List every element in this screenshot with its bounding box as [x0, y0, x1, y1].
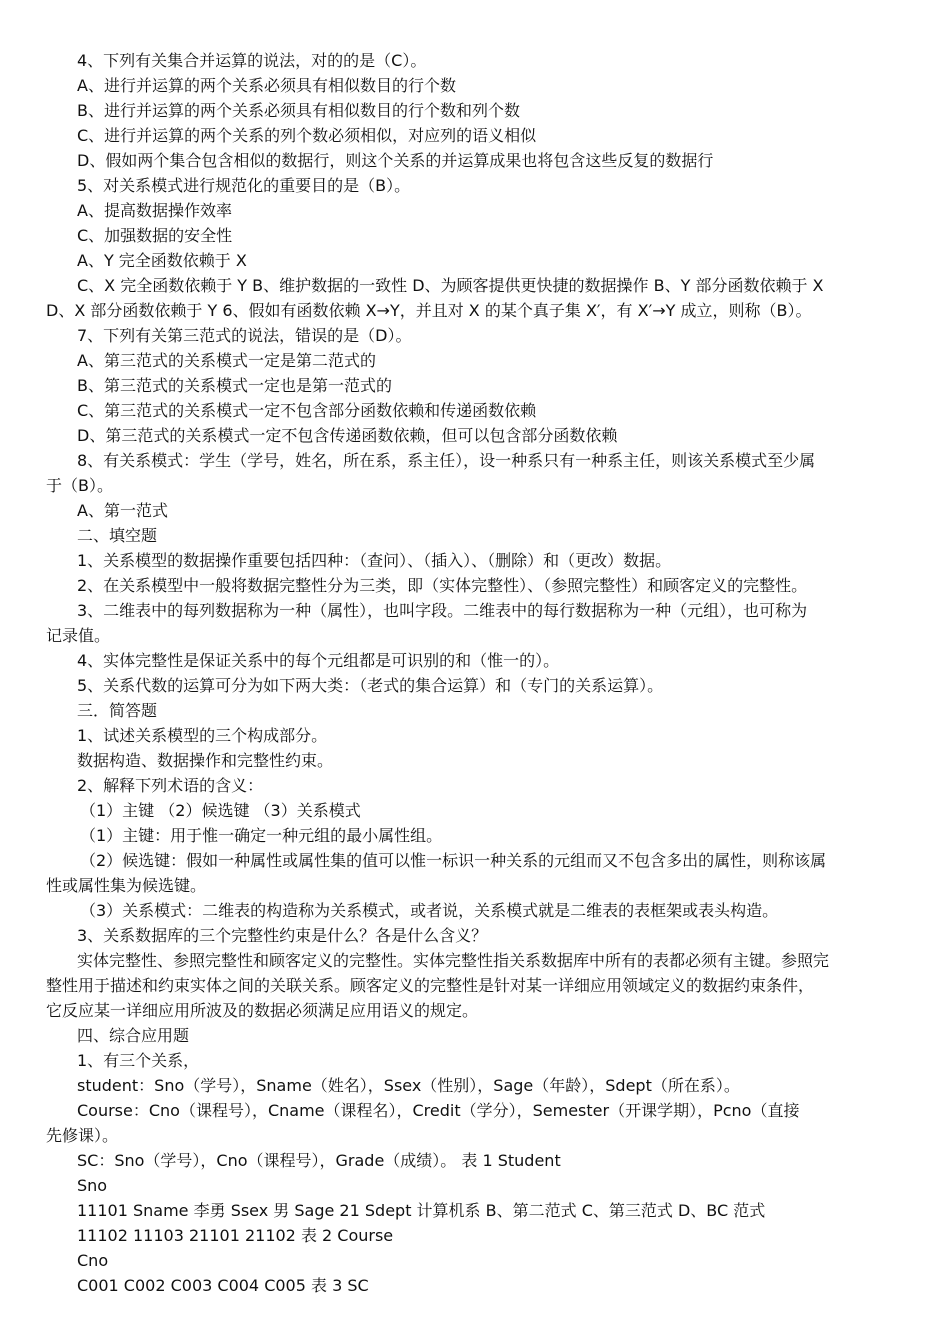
table-text: Sno — [77, 1176, 108, 1195]
answer-text: 实体完整性、参照完整性和顾客定义的完整性。实体完整性指关系数据库中所有的表都必须有主键。参照完 — [77, 951, 830, 970]
option-a: A、Y 完全函数依赖于 X — [77, 251, 247, 270]
table-text: 11102 11103 21101 21102 表 2 Course — [77, 1226, 394, 1245]
fill-2: 2、在关系模型中一般将数据完整性分为三类，即（实体完整性）、（参照完整性）和顾客定义的完整性。 — [77, 576, 808, 595]
short-answer-1: 1、试述关系模型的三个构成部分。 — [77, 726, 328, 745]
short-answer-2: 2、解释下列术语的含义： — [77, 776, 264, 795]
question-5: 5、对关系模式进行规范化的重要目的是（B）。 — [77, 176, 411, 195]
answer-text-cont: 它反应某一详细应用所波及的数据必须满足应用语义的规定。 — [46, 1001, 479, 1020]
section-heading: 二、填空题 — [77, 526, 158, 545]
option-c: C、进行并运算的两个关系的列个数必须相似，对应列的语义相似 — [77, 126, 537, 145]
answer-text: （2）候选键：假如一种属性或属性集的值可以惟一标识一种关系的元组而又不包含多出的属性，则称该属 — [80, 851, 827, 870]
option-a: A、提高数据操作效率 — [77, 201, 232, 220]
fill-4: 4、实体完整性是保证关系中的每个元组都是可识别的和（惟一的）。 — [77, 651, 560, 670]
section-heading: 三．简答题 — [77, 701, 158, 720]
options-line: C、X 完全函数依赖于 Y B、维护数据的一致性 D、为顾客提供更快捷的数据操作 B、Y 部分函数依赖于 X — [77, 276, 824, 295]
table-text: 11101 Sname 李勇 Ssex 男 Sage 21 Sdept 计算机系 B、第二范式 C、第三范式 D、BC 范式 — [77, 1201, 766, 1220]
option-c: C、第三范式的关系模式一定不包含部分函数依赖和传递函数依赖 — [77, 401, 537, 420]
fill-1: 1、关系模型的数据操作重要包括四种：（查问）、（插入）、（删除）和（更改）数据。 — [77, 551, 672, 570]
relation-course: Course：Cno（课程号），Cname（课程名），Credit（学分），Semester（开课学期），Pcno（直接 — [77, 1101, 800, 1120]
relation-sc: SC：Sno（学号），Cno（课程号），Grade（成绩）。 表 1 Student — [77, 1151, 561, 1170]
question-6: D、X 部分函数依赖于 Y 6、假如有函数依赖 X→Y，并且对 X 的某个真子集 X′，有 X′→Y 成立，则称（B）。 — [46, 301, 812, 320]
table-text: C001 C002 C003 C004 C005 表 3 SC — [77, 1276, 369, 1295]
option-b: B、第三范式的关系模式一定也是第一范式的 — [77, 376, 392, 395]
question-7: 7、下列有关第三范式的说法，错误的是（D）。 — [77, 326, 412, 345]
answer-text: （3）关系模式：二维表的构造称为关系模式，或者说，关系模式就是二维表的表框架或表头构造。 — [80, 901, 779, 920]
fill-5: 5、关系代数的运算可分为如下两大类：（老式的集合运算）和（专门的关系运算）。 — [77, 676, 664, 695]
option-c: C、加强数据的安全性 — [77, 226, 233, 245]
answer-text: （1）主键：用于惟一确定一种元组的最小属性组。 — [80, 826, 443, 845]
fill-3-cont: 记录值。 — [46, 626, 111, 645]
question-8: 8、有关系模式：学生（学号，姓名，所在系，系主任），设一种系只有一种系主任，则该关系模式至少属 — [77, 451, 816, 470]
question-text: 1、有三个关系， — [77, 1051, 200, 1070]
option-a: A、第一范式 — [77, 501, 168, 520]
question-4: 4、下列有关集合并运算的说法，对的的是（C）。 — [77, 51, 427, 70]
option-d: D、假如两个集合包含相似的数据行，则这个关系的并运算成果也将包含这些反复的数据行 — [77, 151, 714, 170]
terms-list: （1）主键 （2）候选键 （3）关系模式 — [80, 801, 361, 820]
option-a: A、进行并运算的两个关系必须具有相似数目的行个数 — [77, 76, 456, 95]
answer-text: 数据构造、数据操作和完整性约束。 — [77, 751, 334, 770]
short-answer-3: 3、关系数据库的三个完整性约束是什么？各是什么含义？ — [77, 926, 488, 945]
option-a: A、第三范式的关系模式一定是第二范式的 — [77, 351, 376, 370]
question-8-cont: 于（B）。 — [46, 476, 113, 495]
answer-text-cont: 整性用于描述和约束实体之间的关联关系。顾客定义的完整性是针对某一详细应用领域定义的数据约束条件， — [46, 976, 815, 995]
option-b: B、进行并运算的两个关系必须具有相似数目的行个数和列个数 — [77, 101, 520, 120]
table-text: Cno — [77, 1251, 109, 1270]
option-d: D、第三范式的关系模式一定不包含传递函数依赖，但可以包含部分函数依赖 — [77, 426, 618, 445]
answer-text-cont: 性或属性集为候选键。 — [46, 876, 207, 895]
section-heading: 四、综合应用题 — [77, 1026, 190, 1045]
relation-student: student：Sno（学号），Sname（姓名），Ssex（性别），Sage（年龄），Sdept（所在系）。 — [77, 1076, 740, 1095]
fill-3: 3、二维表中的每列数据称为一种（属性），也叫字段。二维表中的每行数据称为一种（元组），也可称为 — [77, 601, 808, 620]
relation-course-cont: 先修课）。 — [46, 1126, 119, 1145]
